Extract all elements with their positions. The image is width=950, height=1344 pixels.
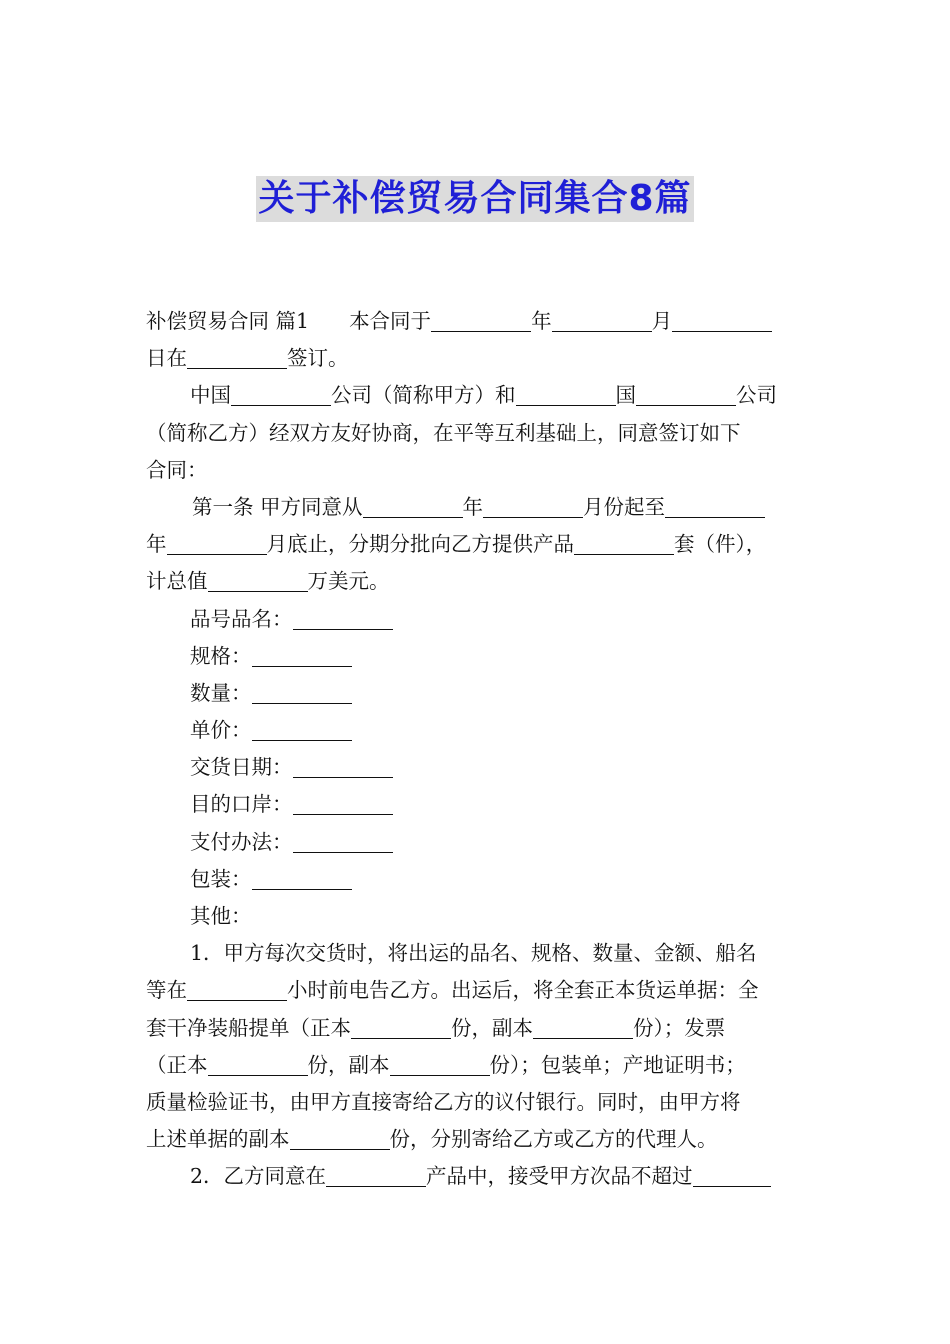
text-run: 2．乙方同意在: [190, 1164, 327, 1189]
text-run: 中国: [190, 383, 231, 408]
text-line: [146, 1047, 818, 1084]
field-label: 交货日期：: [190, 755, 293, 780]
blank-field: [208, 569, 308, 592]
blank-field: [665, 495, 765, 518]
text-line: [146, 1158, 818, 1195]
text-line: [146, 340, 818, 377]
form-field-row: [146, 824, 818, 861]
blank-field: [252, 867, 352, 890]
form-field-row: [146, 898, 818, 935]
section-heading: 补偿贸易合同 篇1: [146, 309, 310, 333]
field-label: 目的口岸：: [190, 792, 293, 817]
blank-field: [252, 718, 352, 741]
blank-field: [293, 607, 393, 630]
blank-field: [167, 532, 267, 555]
field-label: 其他：: [190, 904, 252, 928]
text-line: 质量检验证书，由甲方直接寄给乙方的议付银行。同时，由甲方将: [146, 1089, 741, 1114]
form-field-row: [146, 749, 818, 786]
text-run: 年: [462, 494, 484, 519]
text-run: （正本: [146, 1052, 208, 1077]
text-run: 万美元。: [307, 569, 390, 594]
blank-field: [293, 755, 393, 778]
field-label: 数量：: [190, 680, 252, 705]
text-run: 公司: [736, 383, 777, 408]
field-label: 品号品名：: [190, 606, 293, 631]
form-field-row: [146, 601, 818, 638]
text-run: 份，分别寄给乙方或乙方的代理人。: [389, 1127, 718, 1152]
blank-field: [290, 1127, 390, 1150]
text-run: 国: [615, 383, 636, 408]
text-run: 月底止，分期分批向乙方提供产品: [266, 532, 574, 557]
text-run: 第一条 甲方同意从: [192, 494, 363, 519]
field-label: 规格：: [190, 643, 252, 668]
text-line: [146, 1121, 818, 1158]
text-line: [146, 563, 818, 600]
document-title: 关于补偿贸易合同集合8篇: [256, 176, 693, 222]
form-field-row: [146, 861, 818, 898]
text-run: 产品中，接受甲方次品不超过: [426, 1164, 693, 1189]
form-field-row: [146, 786, 818, 823]
title-container: [0, 176, 950, 222]
text-run: 套（件），: [674, 532, 767, 557]
blank-field: [516, 383, 616, 406]
text-run: 份，副本: [307, 1052, 390, 1077]
text-line: [146, 303, 818, 340]
document-body: [146, 303, 818, 1196]
blank-field: [208, 1053, 308, 1076]
text-line: 1．甲方每次交货时，将出运的品名、规格、数量、金额、船名: [190, 941, 757, 966]
text-run: 签订。: [287, 346, 349, 371]
blank-field: [574, 532, 674, 555]
form-field-row: [146, 712, 818, 749]
form-field-row: [146, 675, 818, 712]
text-line: [146, 526, 818, 563]
text-run: 小时前电告乙方。出运后，将全套正本货运单据：全: [287, 978, 759, 1003]
text-run: 年: [146, 532, 167, 557]
blank-field: [636, 383, 736, 406]
blank-field: [187, 346, 287, 369]
text-run: 份）；包装单；产地证明书；: [489, 1052, 746, 1077]
text-line: [146, 1010, 818, 1047]
blank-field: [672, 309, 772, 332]
field-label: 单价：: [190, 718, 252, 743]
blank-field: [326, 1164, 426, 1187]
text-run: 月份起至: [583, 494, 666, 519]
blank-field: [252, 681, 352, 704]
blank-field: [693, 1164, 771, 1187]
text-line: [146, 489, 818, 526]
blank-field: [231, 383, 331, 406]
text-line: （简称乙方）经双方友好协商，在平等互利基础上，同意签订如下: [146, 420, 741, 445]
blank-field: [390, 1053, 490, 1076]
text-run: 公司（简称甲方）和: [331, 383, 516, 408]
text-run: 本合同于: [349, 309, 432, 333]
text-run: 份，副本: [451, 1015, 533, 1040]
blank-field: [552, 309, 652, 332]
field-label: 包装：: [190, 866, 252, 891]
text-run: 等在: [146, 978, 187, 1003]
blank-field: [483, 495, 583, 518]
text-line: [146, 377, 818, 414]
text-run: 上述单据的副本: [146, 1127, 290, 1152]
form-field-row: [146, 638, 818, 675]
blank-field: [363, 495, 463, 518]
blank-field: [533, 1016, 633, 1039]
text-run: 年: [531, 309, 552, 333]
blank-field: [187, 978, 287, 1001]
blank-field: [351, 1016, 451, 1039]
blank-field: [293, 792, 393, 815]
blank-field: [293, 830, 393, 853]
text-run: 计总值: [146, 569, 208, 594]
blank-field: [431, 309, 531, 332]
text-run: 份）；发票: [633, 1015, 726, 1040]
field-label: 支付办法：: [190, 829, 293, 854]
text-run: 套干净装船提单（正本: [146, 1015, 351, 1040]
text-run: 月: [651, 309, 673, 333]
text-line: [146, 972, 818, 1009]
text-line: 合同：: [146, 457, 208, 482]
text-run: 日在: [146, 346, 187, 371]
blank-field: [252, 644, 352, 667]
